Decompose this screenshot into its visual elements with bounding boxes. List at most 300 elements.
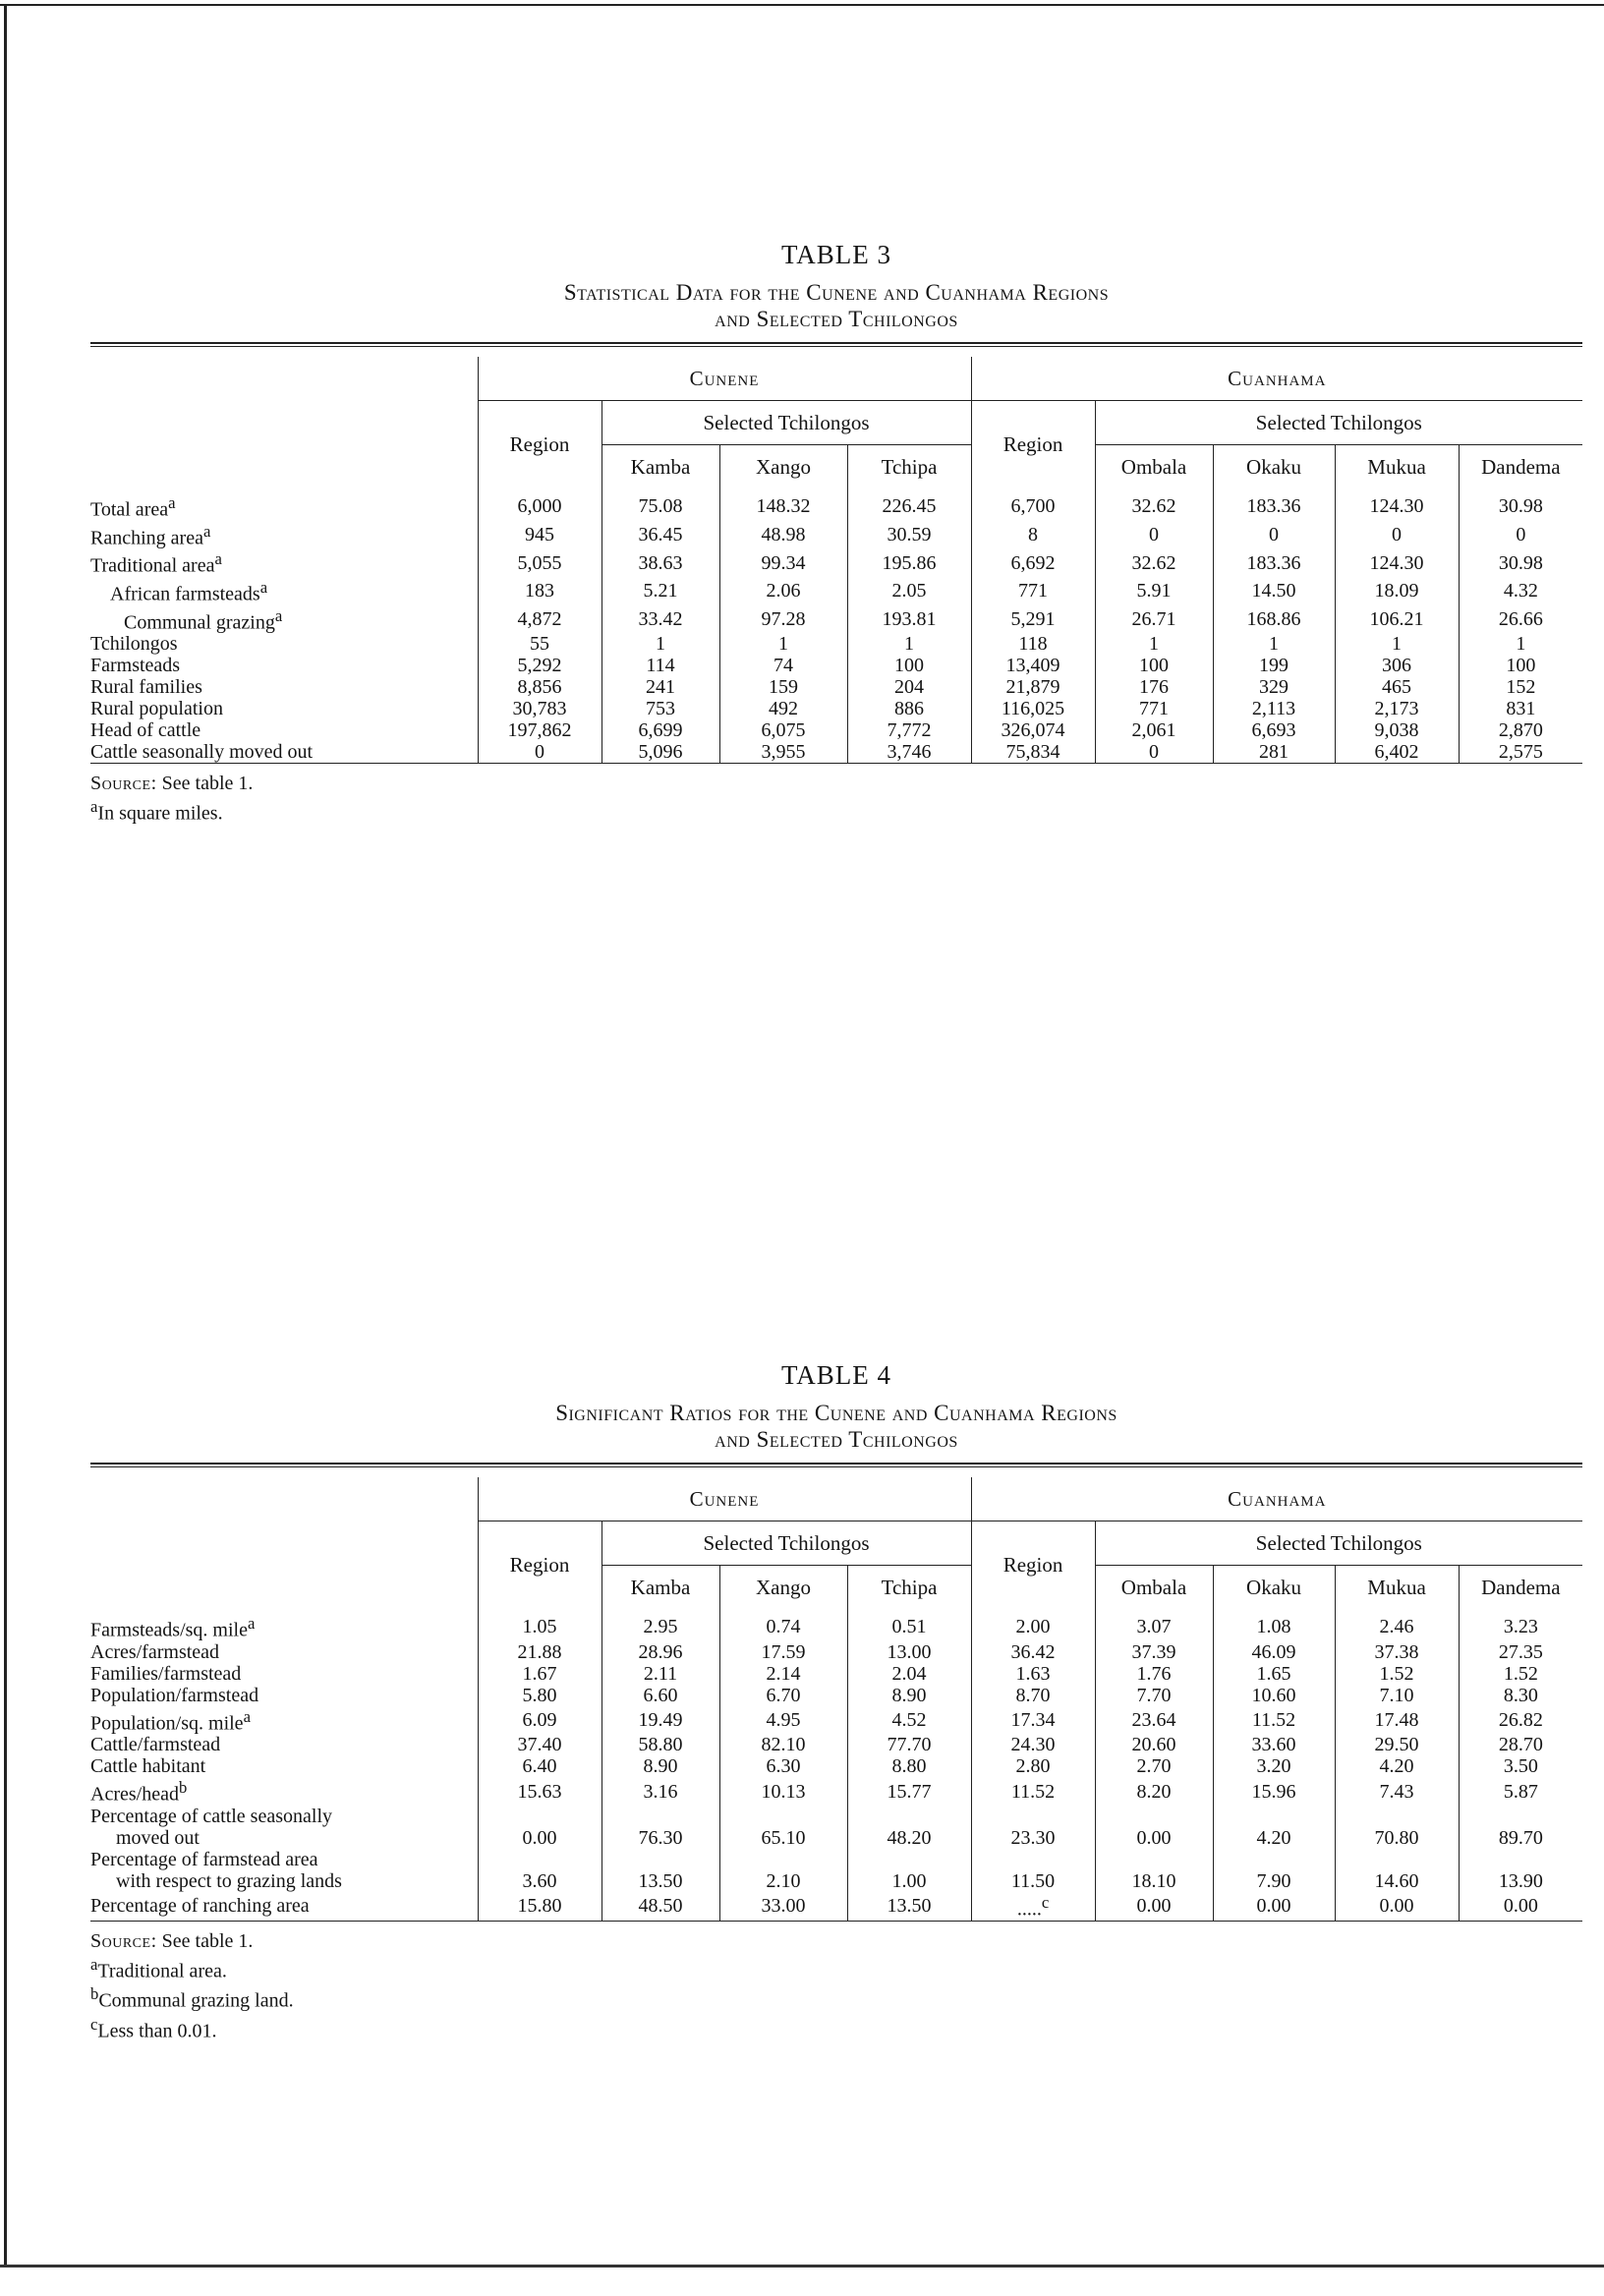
table4-pct-cattle-row [90,1827,1582,1849]
table4-pct-cattle-spacer-cell [847,1806,971,1827]
table4-source-text: See table 1. [161,1929,254,1952]
table3-cell: 0 [1459,521,1582,549]
table3-cell: 14.50 [1213,577,1335,605]
table3-row-label-text: Total area [90,498,169,521]
table3-cell: 74 [719,655,847,676]
table4-pct-cattle-spacer-cell [1335,1806,1459,1827]
table4-cell: 4.52 [847,1706,971,1735]
table3-row-footnote-mark: a [214,549,222,569]
table4-cell: 4.95 [719,1706,847,1735]
table3-caption-line2: and Selected Tchilongos [715,307,958,331]
table3-cell: 0 [1095,521,1213,549]
table4-source [90,1929,1582,1953]
table4-cell: 15.96 [1213,1777,1335,1806]
table3-row-label [90,698,478,719]
table4-col-xango: Xango [719,1566,847,1610]
table3-row [90,488,1582,521]
table3-cunene-region-head: Region [478,401,602,489]
table3-cell: 2,173 [1335,698,1459,719]
table3 [90,357,1582,764]
table3-cell: 183 [478,577,602,605]
table4-cuanhama-selected-head: Selected Tchilongos [1095,1521,1582,1566]
table4-cell: 1.52 [1459,1663,1582,1685]
table4-pct-ranching-value: 0.00 [1136,1895,1172,1918]
table4-note-b-text: Communal grazing land. [98,1989,294,2012]
table4-pct-cattle-spacer-cell [1213,1806,1335,1827]
table4-pct-farmstead-cell: 1.00 [847,1870,971,1892]
table4-row [90,1706,1582,1735]
table3-row-label-text: Communal grazing [124,611,275,634]
table3-cell: 75.08 [602,488,719,521]
table3-cell: 0 [1095,741,1213,764]
table4-row-label-text: Acres/farmstead [90,1640,220,1663]
table4 [90,1477,1582,1922]
table4-row-label [90,1734,478,1755]
table4-group-cunene: Cunene [478,1477,971,1521]
table3-note-a [90,795,1582,826]
table4-pct-cattle-cell: 4.20 [1213,1827,1335,1849]
table4-number: TABLE 4 [780,1360,892,1390]
table4-row [90,1777,1582,1806]
table3-col-ombala: Ombala [1095,445,1213,489]
table4-cell: 1.67 [478,1663,602,1685]
table3-cell: 329 [1213,676,1335,698]
table3-cell: 6,402 [1335,741,1459,764]
table4-cell: 1.52 [1335,1663,1459,1685]
table4-caption-line1: Significant Ratios for the Cunene and Cuanhama Regions [555,1401,1117,1425]
page-frame-bottom [0,2265,1604,2267]
table4-cell: 7.10 [1335,1685,1459,1706]
table4-cell: 77.70 [847,1734,971,1755]
table3-row-label [90,488,478,521]
table3-cell: 36.45 [602,521,719,549]
table4-pct-cattle-row [90,1806,1582,1827]
table4-row-label [90,1641,478,1663]
table3-cell: 97.28 [719,605,847,634]
table4-row-footnote-mark: b [178,1778,188,1798]
table4-cell: 2.04 [847,1663,971,1685]
table4-pct-farmstead-cell: 18.10 [1095,1870,1213,1892]
table4-pct-cattle-label-line2: moved out [116,1826,200,1849]
table4-pct-farmstead-cell: 2.10 [719,1870,847,1892]
table4-cell: 23.64 [1095,1706,1213,1735]
table3-cell: 100 [1459,655,1582,676]
table4-pct-ranching-value: ..... [1016,1898,1042,1921]
table4-pct-ranching-cell [719,1892,847,1921]
table3-cell: 4,872 [478,605,602,634]
table3-cell: 1 [1213,633,1335,655]
table4-cell: 8.90 [847,1685,971,1706]
table4-cell: 3.20 [1213,1755,1335,1777]
table4-col-tchipa: Tchipa [847,1566,971,1610]
table4-row-label [90,1609,478,1641]
table4-pct-farmstead-cell: 13.50 [602,1870,719,1892]
table4-row-footnote-mark: a [243,1706,251,1726]
table3-body [90,488,1582,764]
table3-cell: 2,575 [1459,741,1582,764]
table3-cell: 124.30 [1335,548,1459,577]
table4-pct-ranching-value: 0.00 [1256,1895,1291,1918]
table4-row-label-text: Cattle habitant [90,1755,206,1778]
table4-pct-farmstead-cell: 13.90 [1459,1870,1582,1892]
table4-pct-farmstead-spacer-cell [602,1849,719,1870]
table4-cell: 0.74 [719,1609,847,1641]
table4-notes [90,1929,1582,2043]
table4-row [90,1734,1582,1755]
table3-row-label-text: Farmsteads [90,655,181,677]
table3-row-label-text: African farmsteads [110,583,260,605]
table4-cell: 6.09 [478,1706,602,1735]
table3-cell: 114 [602,655,719,676]
table3-cell: 465 [1335,676,1459,698]
table3-row [90,698,1582,719]
table4-pct-farmstead-spacer-cell [1459,1849,1582,1870]
table4-cell: 6.30 [719,1755,847,1777]
table4-pct-farmstead-spacer-cell [847,1849,971,1870]
table4-cell: 28.96 [602,1641,719,1663]
table4-note-c [90,2013,1582,2043]
table4-cell: 4.20 [1335,1755,1459,1777]
table3-cell: 8 [971,521,1095,549]
table3-cell: 38.63 [602,548,719,577]
table3-cell: 18.09 [1335,577,1459,605]
table3-cell: 5.21 [602,577,719,605]
table4-pct-farmstead-spacer-cell [971,1849,1095,1870]
table3-cell: 75,834 [971,741,1095,764]
table3-note-a-mark: a [90,797,98,817]
table3-cell: 226.45 [847,488,971,521]
table3-cell: 771 [971,577,1095,605]
table4-cell: 2.46 [1335,1609,1459,1641]
table4-pct-ranching-cell [1459,1892,1582,1921]
table4-row-label-text: Farmsteads/sq. mile [90,1619,248,1641]
table4-row-label-text: Cattle/farmstead [90,1734,221,1756]
table3-cell: 0 [1335,521,1459,549]
table3-group-cunene: Cunene [478,357,971,401]
table4-pct-ranching-value: 48.50 [638,1895,683,1918]
table4-pct-ranching-label: Percentage of ranching area [90,1892,478,1921]
table4-pct-ranching-cell [971,1892,1095,1921]
table4-cell: 3.07 [1095,1609,1213,1641]
table3-cell: 2,870 [1459,719,1582,741]
table3-cell: 195.86 [847,548,971,577]
table4-row-label [90,1755,478,1777]
table3-number: TABLE 3 [780,240,892,269]
table4-col-dandema: Dandema [1459,1566,1582,1610]
table3-row [90,741,1582,764]
table4-cell: 3.23 [1459,1609,1582,1641]
table3-cell: 55 [478,633,602,655]
table3-cell: 6,692 [971,548,1095,577]
table3-row-label [90,676,478,698]
table4-cell: 15.63 [478,1777,602,1806]
table4-cell: 3.16 [602,1777,719,1806]
table3-col-kamba: Kamba [602,445,719,489]
table3-row-label [90,548,478,577]
table3-row-label [90,719,478,741]
table3-cell: 168.86 [1213,605,1335,634]
table3-cell: 1 [1459,633,1582,655]
table4-cell: 11.52 [971,1777,1095,1806]
table4-cell: 1.76 [1095,1663,1213,1685]
table4-row-label [90,1706,478,1735]
page-frame-left [4,4,7,2265]
table3-cell: 5,096 [602,741,719,764]
table3-caption-line1: Statistical Data for the Cunene and Cuanhama Regions [563,280,1110,305]
table3-cell: 4.32 [1459,577,1582,605]
table4-group-cuanhama: Cuanhama [971,1477,1582,1521]
table3-cell: 26.66 [1459,605,1582,634]
table4-row-label [90,1685,478,1706]
table3-row-footnote-mark: a [168,493,176,512]
table4-cell: 17.34 [971,1706,1095,1735]
table3-source-text: See table 1. [161,773,254,795]
table3-top-rule [90,342,1582,347]
table4-cell: 0.51 [847,1609,971,1641]
table3-stub-head [90,357,478,488]
table3-cell: 148.32 [719,488,847,521]
table4-pct-ranching-footnote-mark: c [1041,1892,1050,1912]
table4-cell: 28.70 [1459,1734,1582,1755]
table3-cunene-selected-head: Selected Tchilongos [602,401,971,445]
table4-pct-farmstead-spacer-cell [1335,1849,1459,1870]
table3-row-label [90,521,478,549]
table4-pct-cattle-spacer-cell [478,1806,602,1827]
table4-pct-ranching-row [90,1892,1582,1921]
table3-cell: 100 [847,655,971,676]
table4-top-rule [90,1463,1582,1467]
table3-cell: 13,409 [971,655,1095,676]
table4-cell: 27.35 [1459,1641,1582,1663]
table4-cell: 1.63 [971,1663,1095,1685]
table4-pct-ranching-value: 33.00 [761,1895,806,1918]
table3-cell: 124.30 [1335,488,1459,521]
table4-cell: 82.10 [719,1734,847,1755]
table3-cell: 0 [478,741,602,764]
table4-cell: 1.65 [1213,1663,1335,1685]
table4-pct-cattle-cell: 48.20 [847,1827,971,1849]
table4-cunene-selected-head: Selected Tchilongos [602,1521,971,1566]
table3-cell: 1 [719,633,847,655]
table4-cell: 11.52 [1213,1706,1335,1735]
table4-row [90,1685,1582,1706]
table3-cell: 183.36 [1213,488,1335,521]
table4-row-label-text: Population/sq. mile [90,1712,244,1735]
table4-cell: 29.50 [1335,1734,1459,1755]
table3-col-dandema: Dandema [1459,445,1582,489]
table3-cell: 30.98 [1459,548,1582,577]
table3-cell: 1 [847,633,971,655]
table4-pct-farmstead-spacer-cell [1095,1849,1213,1870]
table4-pct-ranching-cell [1095,1892,1213,1921]
table4-col-kamba: Kamba [602,1566,719,1610]
table3-cell: 204 [847,676,971,698]
table3-cell: 1 [602,633,719,655]
table3-cell: 7,772 [847,719,971,741]
table3-cell: 30,783 [478,698,602,719]
table3-cell: 106.21 [1335,605,1459,634]
table3-cell: 30.98 [1459,488,1582,521]
table4-pct-farmstead-row [90,1870,1582,1892]
table4-note-b [90,1982,1582,2013]
table4-cell: 21.88 [478,1641,602,1663]
table3-row [90,655,1582,676]
table4-note-a [90,1953,1582,1983]
table4-cell: 7.70 [1095,1685,1213,1706]
table4-stub-head [90,1477,478,1609]
table4-cell: 36.42 [971,1641,1095,1663]
table4-pct-farmstead-cell: 11.50 [971,1870,1095,1892]
table4-pct-ranching-value: 15.80 [517,1895,562,1918]
table3-row-label-text: Ranching area [90,527,203,549]
table3-cell: 8,856 [478,676,602,698]
table4-pct-ranching-cell [1213,1892,1335,1921]
table4-cell: 2.11 [602,1663,719,1685]
table3-row-label [90,605,478,634]
table3-row-label [90,577,478,605]
table3-cell: 48.98 [719,521,847,549]
table4-row-footnote-mark: a [247,1614,256,1633]
table3-row [90,521,1582,549]
table4-row-label-text: Acres/head [90,1783,179,1806]
table3-cell: 199 [1213,655,1335,676]
table4-cell: 5.87 [1459,1777,1582,1806]
table4-col-mukua: Mukua [1335,1566,1459,1610]
table3-row-label-text: Cattle seasonally moved out [90,741,314,764]
table3-cell: 6,700 [971,488,1095,521]
table3-cell: 3,746 [847,741,971,764]
table4-note-a-text: Traditional area. [97,1960,227,1982]
table4-col-okaku: Okaku [1213,1566,1335,1610]
table3-cell: 183.36 [1213,548,1335,577]
table3-cell: 831 [1459,698,1582,719]
table4-pct-farmstead-cell: 14.60 [1335,1870,1459,1892]
table3-block [90,240,1582,826]
table3-cell: 100 [1095,655,1213,676]
table3-cell: 1 [1335,633,1459,655]
table3-cell: 32.62 [1095,488,1213,521]
table4-cell: 6.40 [478,1755,602,1777]
table3-source [90,772,1582,795]
table4-cell: 6.60 [602,1685,719,1706]
table3-row [90,633,1582,655]
table3-cell: 2.05 [847,577,971,605]
table4-row [90,1641,1582,1663]
table3-row-label [90,655,478,676]
table4-caption-line2: and Selected Tchilongos [715,1427,958,1452]
table3-cell: 5,292 [478,655,602,676]
table3-cell: 945 [478,521,602,549]
table4-pct-cattle-spacer-cell [719,1806,847,1827]
table4-cell: 5.80 [478,1685,602,1706]
table4-cell: 10.60 [1213,1685,1335,1706]
table4-pct-ranching-value: 0.00 [1379,1895,1414,1918]
table4-pct-cattle-label-line1: Percentage of cattle seasonally [90,1805,332,1827]
table4-cell: 37.38 [1335,1641,1459,1663]
table4-pct-ranching-cell [847,1892,971,1921]
table4-source-label: Source: [90,1929,157,1952]
table4-cell: 2.14 [719,1663,847,1685]
table4-cell: 1.08 [1213,1609,1335,1641]
table4-pct-cattle-cell: 0.00 [1095,1827,1213,1849]
table3-cell: 241 [602,676,719,698]
table3-cell: 3,955 [719,741,847,764]
table4-note-c-mark: c [90,2014,98,2034]
table4-note-a-mark: a [90,1954,98,1974]
table4-cell: 33.60 [1213,1734,1335,1755]
table4-cell: 2.70 [1095,1755,1213,1777]
table4-pct-cattle-cell: 0.00 [478,1827,602,1849]
table3-cell: 99.34 [719,548,847,577]
table4-pct-ranching-cell [602,1892,719,1921]
table4-body [90,1609,1582,1921]
table3-cell: 2.06 [719,577,847,605]
page-frame-top [0,4,1604,6]
table3-cell: 6,699 [602,719,719,741]
table4-cell: 17.48 [1335,1706,1459,1735]
table4-pct-cattle-cell: 89.70 [1459,1827,1582,1849]
table4-row [90,1609,1582,1641]
table4-pct-cattle-cell: 76.30 [602,1827,719,1849]
table4-pct-cattle-spacer-cell [971,1806,1095,1827]
table3-cell: 2,113 [1213,698,1335,719]
table3-row [90,577,1582,605]
table4-pct-farmstead-label-line2: with respect to grazing lands [116,1869,342,1892]
table3-row-footnote-mark: a [259,577,268,597]
table3-row-footnote-mark: a [274,605,283,625]
table4-pct-farmstead-label-line1: Percentage of farmstead area [90,1848,318,1870]
table4-pct-ranching-value: 0.00 [1503,1895,1538,1918]
table4-pct-ranching-cell [1335,1892,1459,1921]
table3-group-cuanhama: Cuanhama [971,357,1582,401]
table4-pct-cattle-spacer-cell [1095,1806,1213,1827]
table3-cell: 771 [1095,698,1213,719]
table3-cell: 152 [1459,676,1582,698]
table3-cell: 886 [847,698,971,719]
table4-pct-cattle-spacer-cell [602,1806,719,1827]
table4-pct-farmstead-spacer-cell [478,1849,602,1870]
table4-cell: 2.95 [602,1609,719,1641]
table3-cell: 193.81 [847,605,971,634]
table3-cell: 2,061 [1095,719,1213,741]
table4-cell: 37.40 [478,1734,602,1755]
table4-cell: 2.80 [971,1755,1095,1777]
table3-cell: 197,862 [478,719,602,741]
table3-notes [90,772,1582,826]
table3-cell: 118 [971,633,1095,655]
table4-col-ombala: Ombala [1095,1566,1213,1610]
table4-cell: 6.70 [719,1685,847,1706]
table3-cell: 5,055 [478,548,602,577]
table4-cell: 8.70 [971,1685,1095,1706]
table4-pct-cattle-cell: 23.30 [971,1827,1095,1849]
table3-cell: 281 [1213,741,1335,764]
table4-cuanhama-region-head: Region [971,1521,1095,1610]
table4-pct-farmstead-spacer-cell [1213,1849,1335,1870]
table3-row [90,719,1582,741]
table3-col-tchipa: Tchipa [847,445,971,489]
table3-row [90,605,1582,634]
table4-pct-cattle-spacer-cell [1459,1806,1582,1827]
table3-cell: 32.62 [1095,548,1213,577]
table4-pct-cattle-cell: 70.80 [1335,1827,1459,1849]
table4-row [90,1663,1582,1685]
table4-row-label [90,1777,478,1806]
table4-cell: 13.00 [847,1641,971,1663]
table4-cell: 37.39 [1095,1641,1213,1663]
table3-cell: 326,074 [971,719,1095,741]
table4-pct-farmstead-cell: 3.60 [478,1870,602,1892]
